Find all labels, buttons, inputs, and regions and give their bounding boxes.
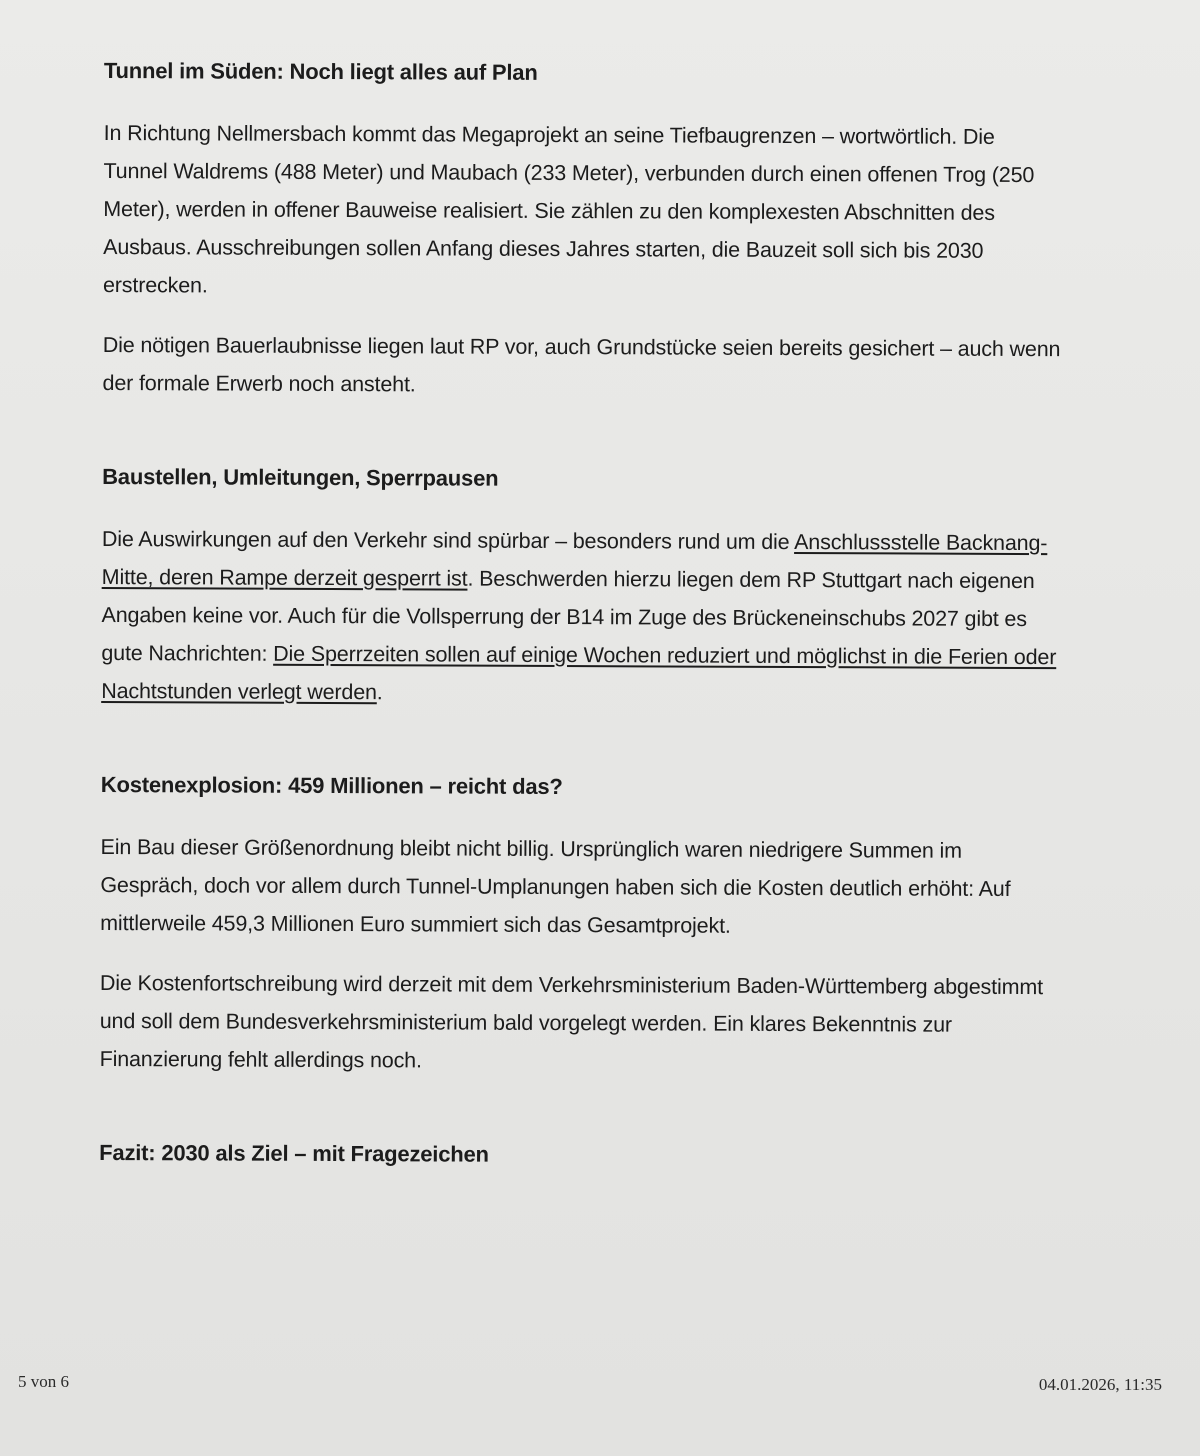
section-heading-baustellen: Baustellen, Umleitungen, Sperrpausen (102, 463, 499, 491)
section-heading-kosten: Kostenexplosion: 459 Millionen – reicht das? (100, 771, 563, 800)
paragraph-tunnel-1: In Richtung Nellmersbach kommt das Megaprojekt an seine Tiefbaugrenzen – wortwörtlich. Die Tunnel Waldrems (488 Meter) und Maubach (233 Meter), verbunden durch einen offenen Trog (250 Meter), werden in offener Bauweise realisiert. Sie zählen zu den komplexesten Abschnitten des Ausbaus. Ausschreibungen sollen Anfang dieses Jahres starten, die Bauzeit soll sich bis 2030 erstrecken. (102, 120, 1035, 298)
link-anschlussstelle-backnang[interactable]: Anschlussstelle Backnang-Mitte, deren Rampe derzeit gesperrt ist (101, 530, 1048, 591)
article-body (99, 54, 1064, 1174)
paragraph-kosten-1: Ein Bau dieser Größenordnung bleibt nicht billig. Ursprünglich waren niedrigere Summen im Gespräch, doch vor allem durch Tunnel-Umplanungen haben sich die Kosten deutlich erhöht: Auf mittlerweile 459,3 Millionen Euro summiert sich das Gesamtprojekt. (100, 834, 1011, 938)
paragraph-baustellen-end: . (376, 680, 383, 705)
paragraph-baustellen (101, 520, 1062, 714)
page-indicator: 5 von 6 (18, 1372, 69, 1391)
paragraph-tunnel-2: Die nötigen Bauerlaubnisse liegen laut RP vor, auch Grundstücke seien bereits gesichert – auch wenn der formale Erwerb noch ansteht. (102, 332, 1061, 397)
link-sperrzeiten[interactable]: Die Sperrzeiten sollen auf einige Wochen reduziert und möglichst in die Ferien oder Nachtstunden verlegt werden (101, 641, 1057, 705)
paragraph-baustellen-intro: Die Auswirkungen auf den Verkehr sind spürbar – besonders rund um die (101, 526, 795, 555)
paragraph-baustellen-mid: . Beschwerden hierzu liegen dem RP Stuttgart nach eigenen Angaben keine vor. Auch für die Vollsperrung der B14 im Zuge des Brückeneinschubs 2027 gibt es gute Nachrichten: (101, 566, 1035, 666)
print-timestamp: 04.01.2026, 11:35 (1038, 1375, 1162, 1394)
paragraph-kosten-2: Die Kostenfortschreibung wird derzeit mit dem Verkehrsministerium Baden-Württemberg abgestimmt und soll dem Bundesverkehrsministerium bald vorgelegt werden. Ein klares Bekenntnis zur Finanzierung fehlt allerdings noch. (99, 970, 1044, 1073)
section-heading-fazit: Fazit: 2030 als Ziel – mit Fragezeichen (99, 1139, 489, 1167)
section-heading-tunnel: Tunnel im Süden: Noch liegt alles auf Plan (103, 57, 538, 85)
